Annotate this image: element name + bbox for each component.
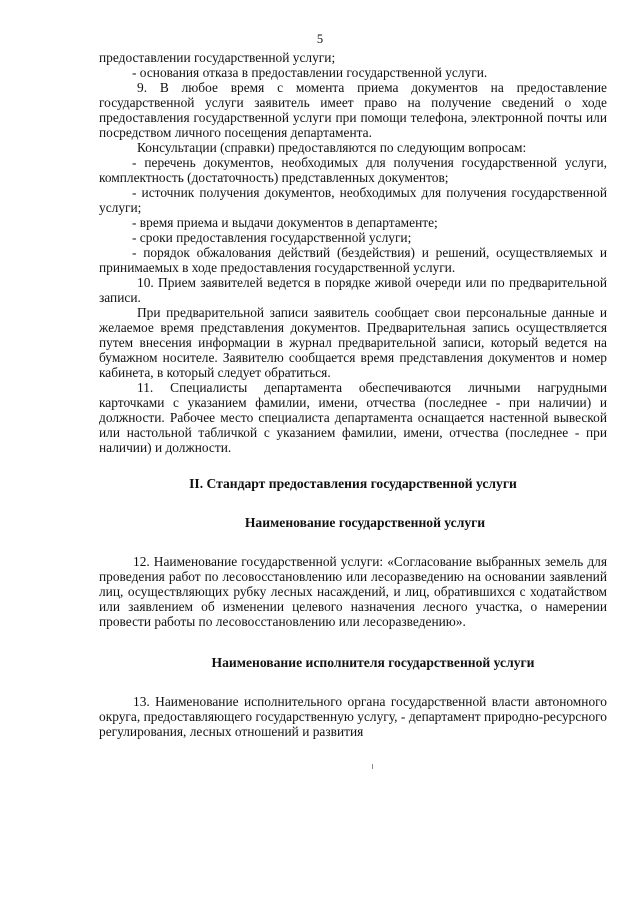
scan-mark xyxy=(372,764,373,769)
page-number: 5 xyxy=(316,32,324,46)
subheading-service-name: Наименование государственной услуги xyxy=(244,515,486,530)
paragraph-10: 10. Прием заявителей ведется в порядке живой очереди или по предварительной записи. xyxy=(99,275,607,305)
subheading-executor-name: Наименование исполнителя государственной услуги xyxy=(211,655,535,670)
paragraph-9: 9. В любое время с момента приема документов на предоставление государственной услуги заявитель имеет право на получение сведений о ходе предоставления государственной услуги при помощи телефона, электронной почты или посредством личного посещения департамента. xyxy=(99,80,607,140)
list-item: - сроки предоставления государственной услуги; xyxy=(132,230,412,245)
document-body xyxy=(99,50,607,739)
list-item: - основания отказа в предоставлении государственной услуги. xyxy=(132,65,488,80)
paragraph-13: 13. Наименование исполнительного органа государственной власти автономного округа, предоставляющего государственную услугу, - департамент природно-ресурсного регулирования, лесных отношений и развития xyxy=(99,694,607,739)
paragraph: предоставлении государственной услуги; xyxy=(99,50,336,65)
list-item: - время приема и выдачи документов в департаменте; xyxy=(132,215,438,230)
paragraph: При предварительной записи заявитель сообщает свои персональные данные и желаемое время представления документов. Предварительная запись осуществляется путем внесения информации в журнал предварительной записи, который ведется на бумажном носителе. Заявителю сообщается время представления документов и номер кабинета, в который следует обратиться. xyxy=(99,305,607,380)
list-item: - порядок обжалования действий (бездействия) и решений, осуществляемых и принимаемых в ходе предоставления государственной услуги. xyxy=(99,245,607,275)
paragraph: Консультации (справки) предоставляются по следующим вопросам: xyxy=(137,140,527,155)
paragraph-11: 11. Специалисты департамента обеспечиваются личными нагрудными карточками с указанием фамилии, имени, отчества (последнее - при наличии) и должности. Рабочее место специалиста департамента оснащается настенной вывеской или настольной табличкой с указанием фамилии, имени, отчества (последнее - при наличии) и должности. xyxy=(99,380,607,455)
section-title: II. Стандарт предоставления государственной услуги xyxy=(189,476,517,491)
list-item: - перечень документов, необходимых для получения государственной услуги, комплектность (достаточность) представленных документов; xyxy=(99,155,607,185)
paragraph-12: 12. Наименование государственной услуги: «Согласование выбранных земель для проведения работ по лесовосстановлению или лесоразведению на основании заявлений лиц, осуществляющих рубку лесных насаждений, и лиц, обратившихся с ходатайством или заявлением об изменении целевого назначения лесного участка, о намерении провести работы по лесовосстановлению или лесоразведению». xyxy=(99,554,607,629)
list-item: - источник получения документов, необходимых для получения государственной услуги; xyxy=(99,185,607,215)
